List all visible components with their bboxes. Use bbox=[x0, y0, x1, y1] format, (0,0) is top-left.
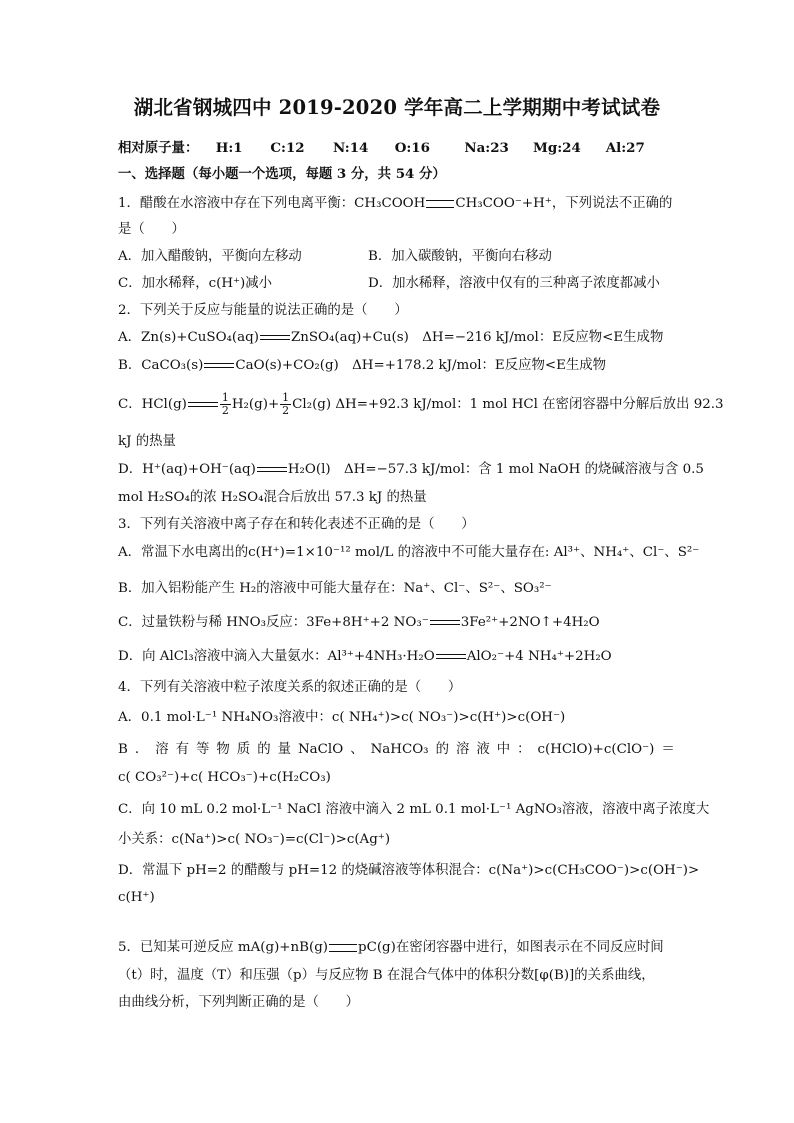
q2-option-b-part1: B．CaCO₃(s) bbox=[118, 358, 204, 373]
equals-arrow-icon bbox=[260, 334, 290, 342]
q2-option-c bbox=[118, 392, 724, 417]
page-title: 湖北省钢城四中 2019-2020 学年高二上学期期中考试试卷 bbox=[133, 96, 661, 119]
q1-option-d: D．加水稀释，溶液中仅有的三种离子浓度都减小 bbox=[368, 276, 660, 291]
q5-stem-part1: 5．已知某可逆反应 mA(g)+nB(g) bbox=[118, 940, 328, 955]
equals-arrow-icon bbox=[204, 362, 234, 370]
atomic-mass-al: Al:27 bbox=[605, 140, 645, 156]
q2-option-b bbox=[118, 356, 606, 376]
q2-option-a bbox=[118, 328, 663, 348]
q3-option-d-part1: D．向 AlCl₃溶液中滴入大量氨水：Al³⁺+4NH₃·H₂O bbox=[118, 649, 435, 664]
equals-arrow-icon bbox=[430, 619, 460, 627]
q4-b-token: ＝ bbox=[661, 742, 675, 757]
q4-b-token: 量 bbox=[277, 742, 291, 757]
atomic-mass-o: O:16 bbox=[394, 140, 430, 156]
atomic-mass-c: C:12 bbox=[270, 140, 305, 156]
q4-b-token: 的 bbox=[257, 742, 271, 757]
q4-b-token: 溶 bbox=[155, 742, 169, 757]
q2-option-a-part1: A．Zn(s)+CuSO₄(aq) bbox=[118, 330, 259, 345]
q3-stem: 3．下列有关溶液中离子存在和转化表述不正确的是（ ） bbox=[118, 517, 475, 532]
equilibrium-arrow-icon bbox=[329, 944, 357, 952]
q4-b-token: c(HClO)+c(ClO⁻) bbox=[537, 742, 655, 757]
q4-b-token: 等 bbox=[196, 742, 210, 757]
q1-option-b: B．加入碳酸钠，平衡向右移动 bbox=[368, 249, 552, 264]
q4-b-token: ： bbox=[517, 742, 531, 757]
equals-arrow-icon bbox=[188, 401, 218, 409]
q4-b-token: 的 bbox=[435, 742, 449, 757]
fraction-half: $\frac{1}{2}$ bbox=[282, 391, 290, 417]
q4-b-token: 、 bbox=[350, 742, 364, 757]
fraction-half: $\frac{1}{2}$ bbox=[221, 391, 229, 417]
q1-stem-line2: 是（ ） bbox=[118, 222, 185, 237]
q4-b-token: B bbox=[118, 742, 128, 757]
q4-stem: 4．下列有关溶液中粒子浓度关系的叙述正确的是（ ） bbox=[118, 680, 462, 695]
q4-option-d-line2: c(H⁺) bbox=[118, 890, 155, 905]
q1-stem-part2: CH₃COO⁻+H⁺，下列说法不正确的 bbox=[455, 196, 673, 211]
q4-option-b bbox=[118, 740, 675, 760]
q2-option-d-part2: H₂O(l) ΔH=−57.3 kJ/mol：含 1 mol NaOH 的烧碱溶液与含 0.5 bbox=[287, 462, 704, 477]
q4-b-token: NaHCO₃ bbox=[370, 742, 429, 757]
atomic-mass-h: H:1 bbox=[215, 140, 243, 156]
equals-arrow-icon bbox=[257, 466, 287, 474]
q1-stem bbox=[118, 194, 672, 214]
q2-option-c-part2: H₂(g)+ bbox=[231, 397, 280, 412]
q4-b-token: NaClO bbox=[297, 742, 344, 757]
q4-option-c-line2: 小关系：c(Na⁺)>c( NO₃⁻)=c(Cl⁻)>c(Ag⁺) bbox=[118, 832, 391, 847]
q3-option-b: B．加入铝粉能产生 H₂的溶液中可能大量存在：Na⁺、Cl⁻、S²⁻、SO₃²⁻ bbox=[118, 581, 552, 596]
q4-b-token: 中 bbox=[496, 742, 511, 757]
q3-option-c-part1: C．过量铁粉与稀 HNO₃反应：3Fe+8H⁺+2 NO₃⁻ bbox=[118, 615, 429, 630]
q2-option-c-part1: C．HCl(g) bbox=[118, 397, 187, 412]
q4-option-a: A．0.1 mol·L⁻¹ NH₄NO₃溶液中：c( NH₄⁺)>c( NO₃⁻)>c(H⁺)>c(OH⁻) bbox=[118, 710, 566, 725]
q3-option-c-part2: 3Fe²⁺+2NO↑+4H₂O bbox=[460, 615, 600, 630]
q3-option-d bbox=[118, 647, 612, 667]
atomic-masses-row bbox=[118, 138, 645, 158]
q2-stem: 2．下列关于反应与能量的说法正确的是（ ） bbox=[118, 303, 408, 318]
q4-b-token: 质 bbox=[236, 742, 251, 757]
q4-option-c: C．向 10 mL 0.2 mol·L⁻¹ NaCl 溶液中滴入 2 mL 0.1 mol·L⁻¹ AgNO₃溶液，溶液中离子浓度大 bbox=[118, 802, 710, 817]
atomic-mass-na: Na:23 bbox=[464, 140, 509, 156]
q3-option-a: A．常温下水电离出的c(H⁺)=1×10⁻¹² mol/L 的溶液中不可能大量存在: Al³⁺、NH₄⁺、Cl⁻、S²⁻ bbox=[118, 545, 700, 560]
q1-option-c: C．加水稀释，c(H⁺)减小 bbox=[118, 276, 273, 291]
q2-option-c-part3: Cl₂(g) ΔH=+92.3 kJ/mol：1 mol HCl 在密闭容器中分解后放出 92.3 bbox=[292, 397, 724, 412]
atomic-mass-n: N:14 bbox=[333, 140, 369, 156]
q3-option-d-part2: AlO₂⁻+4 NH₄⁺+2H₂O bbox=[466, 649, 612, 664]
q2-option-a-part2: ZnSO₄(aq)+Cu(s) ΔH=−216 kJ/mol：E反应物<E生成物 bbox=[290, 330, 664, 345]
q2-option-c-line2: kJ 的热量 bbox=[118, 434, 176, 449]
equilibrium-arrow-icon bbox=[426, 200, 454, 208]
q2-option-b-part2: CaO(s)+CO₂(g) ΔH=+178.2 kJ/mol：E反应物<E生成物 bbox=[235, 358, 607, 373]
q5-stem-line3: 由曲线分析，下列判断正确的是（ ） bbox=[118, 995, 360, 1010]
equals-arrow-icon bbox=[436, 653, 466, 661]
atomic-masses-label: 相对原子量： bbox=[118, 140, 199, 156]
q1-stem-part1: 1．醋酸在水溶液中存在下列电离平衡：CH₃COOH bbox=[118, 196, 426, 211]
q4-b-token: 有 bbox=[175, 742, 190, 757]
q5-stem bbox=[118, 938, 664, 958]
q5-stem-line2: （t）时，温度（T）和压强（p）与反应物 B 在混合气体中的体积分数[φ(B)]的关系曲线， bbox=[118, 968, 655, 983]
q4-b-token: 液 bbox=[476, 742, 490, 757]
q2-option-d-line2: mol H₂SO₄的浓 H₂SO₄混合后放出 57.3 kJ 的热量 bbox=[118, 490, 427, 505]
section-heading: 一、选择题（每小题一个选项，每题 3 分，共 54 分） bbox=[118, 166, 446, 182]
q3-option-c bbox=[118, 613, 600, 633]
q4-b-token: 物 bbox=[216, 742, 230, 757]
atomic-mass-mg: Mg:24 bbox=[533, 140, 581, 156]
q4-b-token: 溶 bbox=[455, 742, 470, 757]
q2-option-d-part1: D．H⁺(aq)+OH⁻(aq) bbox=[118, 462, 256, 477]
q5-stem-part2: pC(g)在密闭容器中进行，如图表示在不同反应时间 bbox=[358, 940, 664, 955]
q2-option-d bbox=[118, 460, 704, 480]
q4-option-d: D．常温下 pH=2 的醋酸与 pH=12 的烧碱溶液等体积混合：c(Na⁺)>c(CH₃COO⁻)>c(OH⁻)> bbox=[118, 863, 700, 878]
q1-option-a: A．加入醋酸钠，平衡向左移动 bbox=[118, 249, 302, 264]
q4-option-b-line2: c( CO₃²⁻)+c( HCO₃⁻)+c(H₂CO₃) bbox=[118, 770, 331, 785]
q4-b-token: ． bbox=[134, 742, 149, 757]
